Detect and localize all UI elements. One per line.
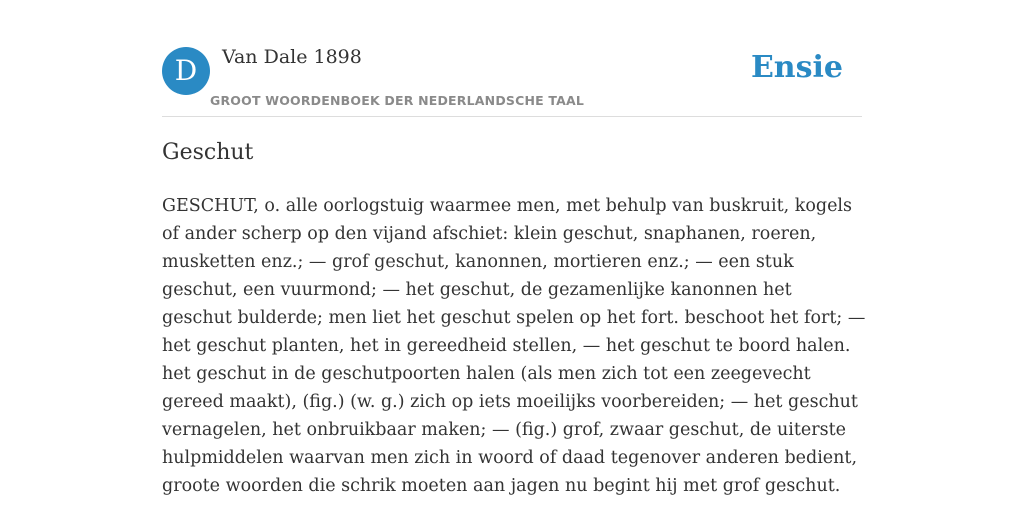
source-logo-icon[interactable]: D [162,47,210,95]
page [162,0,866,512]
entry-title: Geschut [162,140,254,165]
brand-logo[interactable]: Ensie [750,50,843,85]
header [162,0,862,117]
source-title[interactable]: Van Dale 1898 [222,46,362,68]
source-subtitle: GROOT WOORDENBOEK DER NEDERLANDSCHE TAAL [210,93,585,108]
entry-definition: GESCHUT, o. alle oorlogstuig waarmee men, met behulp van buskruit, kogels of ander scherp op den vijand afschiet: klein geschut, snaphanen, roeren, musketten enz.; — grof geschut, kanonnen, mortieren enz.; — een stuk geschut, een vuurmond; — het geschut, de gezamenlijke kanonnen het geschut bulderde; men liet het geschut spelen op het fort. beschoot het fort; — het geschut planten, het in gereedheid stellen, — het geschut te boord halen. het geschut in de geschutpoorten halen (als men zich tot een zeegevecht gereed maakt), (fig.) (w. g.) zich op iets moeilijks voorbereiden; — het geschut vernagelen, het onbruikbaar maken; — (fig.) grof, zwaar geschut, de uiterste hulpmiddelen waarvan men zich in woord of daad tegenover anderen bedient, groote woorden die schrik moeten aan jagen nu begint hij met grof geschut. [162,196,866,496]
